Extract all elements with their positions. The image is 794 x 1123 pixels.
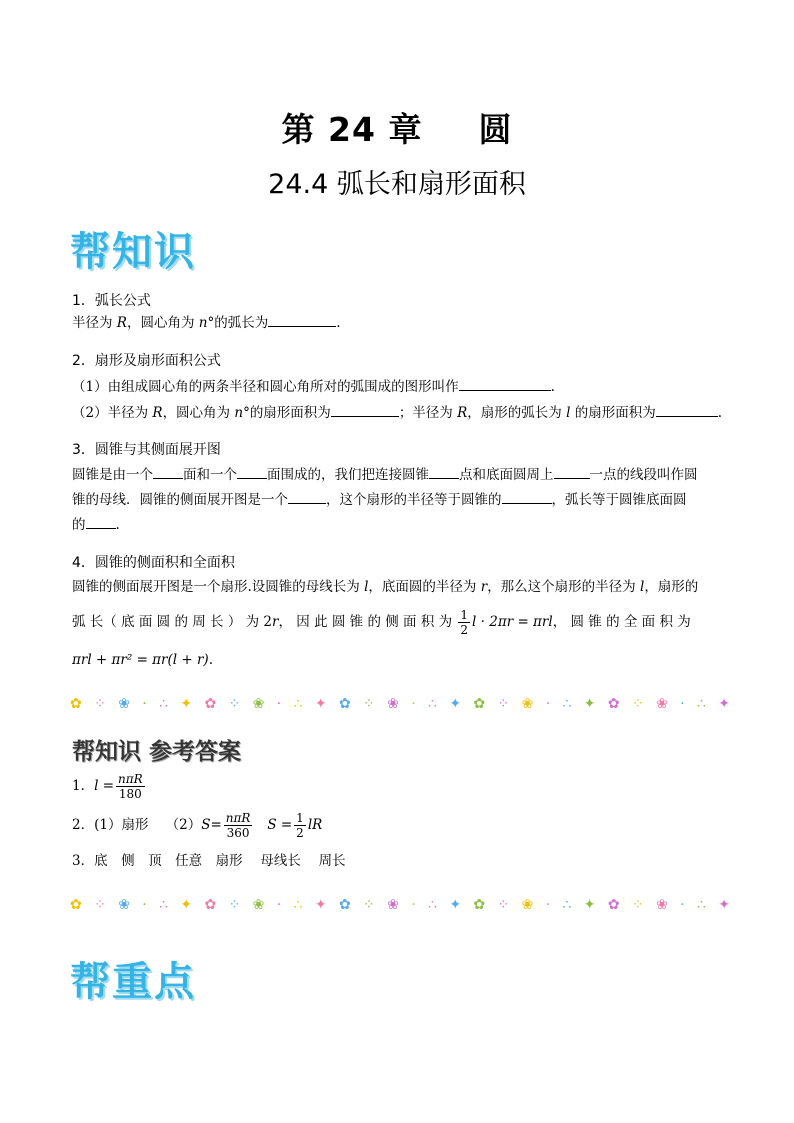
answers [72, 772, 732, 872]
decor-glyph: ∴ [428, 696, 437, 712]
decor-glyph: ✦ [449, 897, 462, 913]
decor-glyph: ❀ [252, 897, 265, 913]
decor-glyph: · [142, 696, 147, 712]
decor-glyph: ✿ [204, 897, 217, 913]
decor-glyph: ⁘ [631, 696, 644, 712]
section-title: 24.4 弧长和扇形面积 [268, 169, 526, 200]
answer-blank[interactable] [237, 464, 267, 479]
paragraph: 锥的母线．圆锥的侧面展开图是一个 ，这个扇形的半径等于圆锥的 ，弧长等于圆锥底面圆 [72, 488, 732, 513]
paragraph: 圆锥是由一个 面和一个 面围成的，我们把连接圆锥 点和底面圆周上 一点的线段叫作圆 [72, 463, 732, 488]
decor-glyph: · [545, 897, 551, 913]
decor-glyph: ✿ [473, 696, 486, 712]
section-heading: 2．扇形及扇形面积公式 [72, 353, 221, 369]
chapter-prefix: 第 24 章 [281, 110, 423, 149]
section-heading: 3．圆锥与其侧面展开图 [72, 442, 221, 458]
paragraph: πrl + πr² = πr(l + r). [72, 652, 213, 668]
answer-blank[interactable] [268, 312, 336, 327]
decor-glyph: ∴ [562, 696, 572, 712]
decor-glyph: ✿ [338, 696, 351, 712]
banner-bang-zhishi: 帮知识 [70, 229, 196, 275]
decor-glyph: ✦ [718, 696, 730, 712]
decor-glyph: ⁘ [363, 696, 375, 712]
section-sector [72, 350, 732, 424]
answer-1: 1．l = $\frac{\text{nπR}}{180}$ [72, 772, 143, 801]
answer-blank[interactable] [554, 464, 590, 479]
decor-glyph: ⁘ [497, 696, 510, 712]
paragraph: 弧 长（ 底 面 圆 的 周 长 ） 为 2r， 因 此 圆 锥 的 侧 面 积 为 $\frac{1}{2}$ l · 2πr = πrl， 圆 锥 的 全 面 积 为 [72, 608, 691, 637]
decor-glyph: ∴ [696, 897, 706, 913]
decor-glyph: ⁘ [363, 897, 375, 913]
decor-glyph: · [680, 897, 685, 913]
decorative-divider [70, 893, 730, 917]
decor-glyph: ∴ [428, 897, 437, 913]
decor-glyph: · [411, 696, 416, 712]
decor-glyph: ∴ [159, 897, 169, 913]
decor-glyph: ✿ [607, 696, 620, 712]
decor-glyph: ⁘ [631, 897, 644, 913]
decor-glyph: ❀ [118, 897, 130, 913]
decor-glyph: ✿ [338, 897, 351, 913]
decorative-divider [70, 692, 730, 716]
fraction: $\frac{1}{2}$ [296, 811, 304, 840]
paragraph: （1）由组成圆心角的两条半径和圆心角所对的弧围成的图形叫作 . [72, 376, 732, 398]
answer-2: 2．(1）扇形 （2）S= $\frac{\text{nπR}}{360}$ S = $\frac{1}{2}$ lR [72, 811, 323, 840]
paragraph: 半径为 R，圆心角为 n°的弧长为 . [72, 312, 732, 334]
answer-blank[interactable] [502, 489, 552, 504]
decor-glyph: ✿ [607, 897, 620, 913]
answer-blank[interactable] [429, 464, 459, 479]
answer-blank[interactable] [656, 402, 718, 417]
decor-glyph: · [142, 897, 147, 913]
decor-glyph: ✦ [449, 696, 462, 712]
decor-glyph: ❀ [387, 696, 399, 712]
decor-glyph: ⁘ [94, 897, 106, 913]
decor-glyph: ⁘ [228, 696, 241, 712]
decor-glyph: ∴ [159, 696, 169, 712]
paragraph: （2）半径为 R，圆心角为 n°的扇形面积为 ；半径为 R，扇形的弧长为 l 的扇形面积为 . [72, 402, 732, 424]
decor-glyph: ❀ [521, 897, 534, 913]
fraction: $\frac{\text{nπR}}{180}$ [118, 772, 143, 801]
decor-glyph: · [545, 696, 551, 712]
decor-glyph: ∴ [293, 897, 303, 913]
decor-glyph: ❀ [521, 696, 534, 712]
answer-3: 3．底 侧 顶 任意 扇形 母线长 周长 [72, 853, 346, 869]
section-cone [72, 438, 732, 538]
decor-glyph: ∴ [293, 696, 303, 712]
answer-blank[interactable] [153, 464, 183, 479]
chapter-title [0, 104, 794, 151]
decor-glyph: ✦ [314, 696, 327, 712]
answer-blank[interactable] [331, 402, 399, 417]
section-heading: 1．弧长公式 [72, 293, 151, 309]
decor-glyph: ✦ [583, 696, 596, 712]
decor-glyph: ❀ [118, 696, 130, 712]
decor-glyph: ✦ [180, 696, 193, 712]
chapter-name: 圆 [478, 110, 513, 149]
decor-glyph: ✿ [204, 696, 217, 712]
decor-glyph: · [276, 897, 282, 913]
decor-glyph: ✦ [583, 897, 596, 913]
fraction: $\frac{\text{nπR}}{360}$ [225, 811, 251, 840]
decor-glyph: ⁘ [94, 696, 106, 712]
section-cone-area [72, 552, 732, 671]
decor-glyph: ✿ [473, 897, 486, 913]
decor-glyph: ∴ [562, 897, 572, 913]
answer-blank[interactable] [288, 489, 326, 504]
decor-glyph: ⁘ [497, 897, 510, 913]
paragraph: 的 . [72, 513, 732, 538]
decor-glyph: ∴ [696, 696, 706, 712]
fraction: $\frac{1}{2}$ [460, 608, 469, 637]
decor-glyph: · [276, 696, 282, 712]
paragraph: 圆锥的侧面展开图是一个扇形.设圆锥的母线长为 l，底面圆的半径为 r，那么这个扇形的半径为 l，扇形的 [72, 579, 699, 595]
banner-bang-zhongdian: 帮重点 [70, 959, 196, 1005]
answer-blank[interactable] [86, 514, 116, 529]
section-arc-length [72, 290, 732, 334]
decor-glyph: ❀ [387, 897, 399, 913]
decor-glyph: ✦ [314, 897, 327, 913]
decor-glyph: ✿ [70, 897, 82, 913]
answer-blank[interactable] [459, 376, 551, 391]
answers-title: 帮知识 参考答案 [72, 739, 242, 765]
decor-glyph: ✿ [70, 696, 82, 712]
decor-glyph: ❀ [252, 696, 265, 712]
section-heading: 4．圆锥的侧面积和全面积 [72, 555, 235, 571]
decor-glyph: ⁘ [228, 897, 241, 913]
decor-glyph: ✦ [718, 897, 730, 913]
decor-glyph: ✦ [180, 897, 193, 913]
decor-glyph: · [411, 897, 416, 913]
decor-glyph: · [680, 696, 685, 712]
decor-glyph: ❀ [656, 897, 668, 913]
decor-glyph: ❀ [656, 696, 668, 712]
